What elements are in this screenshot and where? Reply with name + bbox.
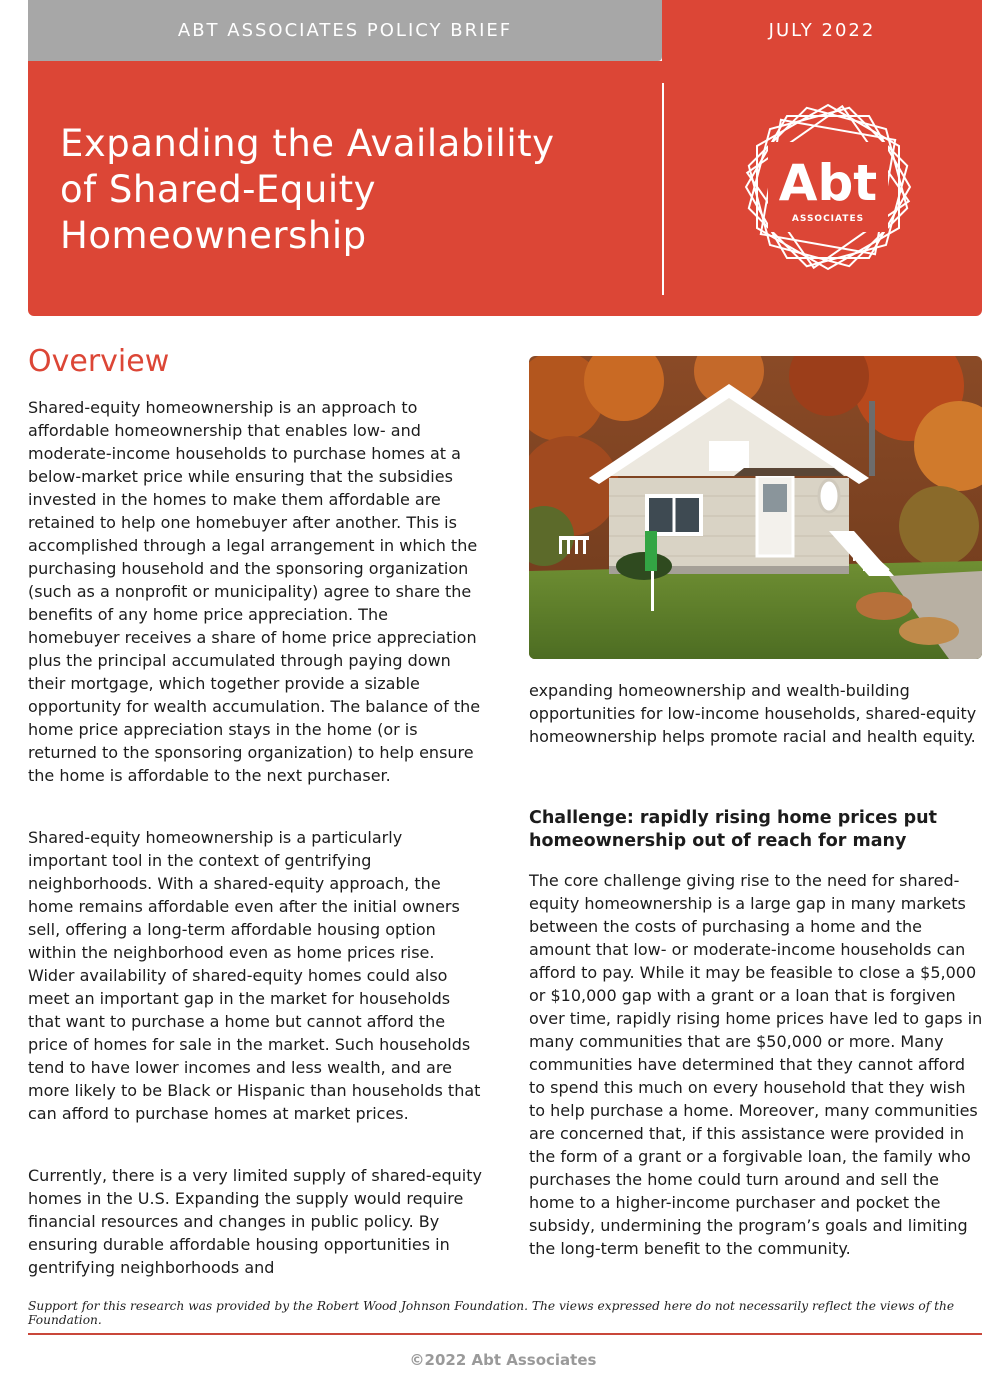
overview-paragraph-3-continued: expanding homeownership and wealth-building opportunities for low-income households, shared-equity homeownership helps promote racial and health equity. bbox=[529, 681, 977, 746]
copyright-notice: ©2022 Abt Associates bbox=[409, 1351, 597, 1369]
banner-divider bbox=[662, 83, 664, 295]
funding-note: Support for this research was provided by the Robert Wood Johnson Foundation. The views expressed here do not necessarily reflect the views of the Foundation. bbox=[28, 1299, 955, 1327]
overview-heading: Overview bbox=[28, 344, 170, 379]
title-line: of Shared-Equity bbox=[60, 168, 377, 211]
abt-logo bbox=[728, 97, 928, 277]
overview-paragraph-1: Shared-equity homeownership is an approach to affordable homeownership that enables low- and moderate-income households to purchase homes at a below-market price while ensuring that the subsidies invested in the homes to make them affordable are retained to help one homebuyer after another. This is accomplished through a legal arrangement in which the purchasing household and the sponsoring organization (such as a nonprofit or municipality) agree to share the benefits of any home price appreciation. The homebuyer receives a share of home price appreciation plus the principal accumulated through paying down their mortgage, which together provide a sizable opportunity for wealth accumulation. The balance of the home price appreciation stays in the home (or is returned to the sponsoring organization) to help ensure the home is affordable to the next purchaser. bbox=[28, 398, 481, 785]
challenge-heading: Challenge: rapidly rising home prices put homeownership out of reach for many bbox=[529, 808, 937, 851]
title-line: Homeownership bbox=[60, 214, 367, 257]
logo-subtext: ASSOCIATES bbox=[791, 214, 865, 224]
footer-divider bbox=[28, 1333, 982, 1335]
overview-paragraph-2: Shared-equity homeownership is a particularly important tool in the context of gentrifying neighborhoods. With a shared-equity approach, the home remains affordable even after the initial owners sell, offering a long-term affordable housing option within the neighborhood even as home prices rise. Wider availability of shared-equity homes could also meet an important gap in the market for households that want to purchase a home but cannot afford the price of homes for sale in the market. Such households tend to have lower incomes and less wealth, and are more likely to be Black or Hispanic than households that can afford to purchase homes at market prices. bbox=[28, 828, 481, 1123]
abt-logo-icon bbox=[728, 97, 928, 277]
publication-date: JULY 2022 bbox=[662, 0, 982, 61]
page-title bbox=[60, 121, 620, 259]
challenge-paragraph: The core challenge giving rise to the need for shared-equity homeownership is a large gap in many markets between the costs of purchasing a home and the amount that low- or moderate-income households can afford to pay. While it may be feasible to close a $5,000 or $10,000 gap with a grant or a loan that is forgiven over time, rapidly rising home prices have led to gaps in many communities that are $50,000 or more. Many communities have determined that they cannot afford to spend this much on every household that they wish to help purchase a home. Moreover, many communities are concerned that, if this assistance were provided in the form of a grant or a forgivable loan, the family who purchases the home could turn around and sell the home to a higher-income purchaser and pocket the subsidy, undermining the program’s goals and limiting the long-term benefit to the community. bbox=[529, 871, 983, 1258]
title-line: Expanding the Availability bbox=[60, 122, 555, 165]
series-label: ABT ASSOCIATES POLICY BRIEF bbox=[28, 0, 662, 61]
title-banner bbox=[28, 61, 982, 316]
logo-text: Abt bbox=[778, 154, 878, 212]
house-photo bbox=[529, 356, 982, 659]
overview-paragraph-3: Currently, there is a very limited supply of shared-equity homes in the U.S. Expanding the supply would require financial resources and changes in public policy. By ensuring durable affordable housing opportunities in gentrifying neighborhoods and bbox=[28, 1166, 482, 1277]
house-image bbox=[529, 356, 982, 659]
